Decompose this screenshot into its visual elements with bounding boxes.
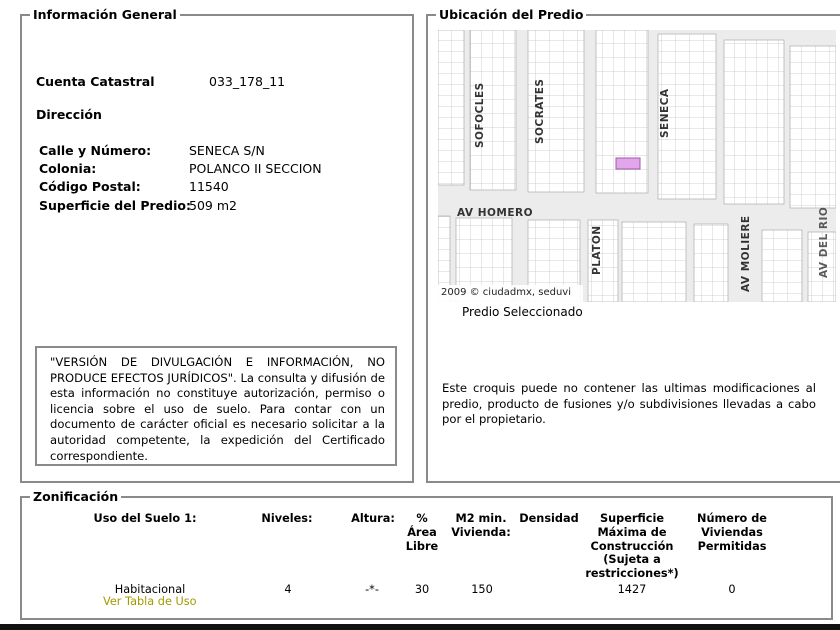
ver-tabla-de-uso-link[interactable]: Ver Tabla de Uso (103, 595, 197, 608)
superficie-value: 509 m2 (189, 198, 237, 213)
cuenta-catastral-label: Cuenta Catastral (36, 74, 155, 89)
map-note: Este croquis puede no contener las ultimas modificaciones al predio, producto de fusiones y/o subdivisiones llevadas a cabo por el propietario. (442, 381, 816, 427)
predio-seleccionado-label: Predio Seleccionado (462, 305, 583, 319)
cell-numero-viviendas: 0 (728, 583, 736, 596)
map-copyright: 2009 © ciudadmx, seduvi (441, 287, 572, 298)
colonia-value: POLANCO II SECCION (189, 161, 322, 176)
header-area-libre: % Área Libre (405, 512, 439, 553)
cell-altura: -*- (365, 583, 379, 596)
cuenta-catastral-value: 033_178_11 (209, 74, 286, 89)
disclaimer-box: "VERSIÓN DE DIVULGACIÓN E INFORMACIÓN, NO PRODUCE EFECTOS JURÍDICOS". La consulta y difusión de esta información no constituye autorización, permiso o licencia sobre el uso de suelo. Para contar con un documento de carácter oficial es necesario solicitar a la autoridad competente, la expedición del Certificado correspondiente. (35, 346, 397, 466)
colonia-label: Colonia: (39, 161, 97, 176)
street-sofocles: SOFOCLES (474, 82, 486, 148)
header-altura: Altura: (351, 512, 395, 525)
header-niveles: Niveles: (261, 512, 313, 525)
calle-value: SENECA S/N (189, 143, 265, 158)
location-map[interactable] (438, 30, 836, 302)
street-seneca: SENECA (659, 88, 671, 138)
cell-uso-suelo: Habitacional (114, 583, 186, 596)
informacion-general-title: Información General (30, 6, 180, 24)
header-densidad: Densidad (519, 512, 579, 525)
street-partial: AV DEL RIO (818, 206, 830, 278)
street-av-homero: AV HOMERO (457, 207, 534, 219)
header-superficie-maxima: Superficie Máxima de Construcción (Sujeta a restricciones*) (585, 512, 679, 581)
cell-m2-vivienda: 150 (471, 583, 493, 596)
street-socrates: SOCRATES (534, 78, 546, 144)
cell-area-libre: 30 (414, 583, 430, 596)
selected-lot[interactable] (616, 158, 640, 169)
street-platon: PLATON (591, 225, 603, 275)
codigo-postal-label: Código Postal: (39, 179, 141, 194)
codigo-postal-value: 11540 (189, 179, 229, 194)
zonificacion-title: Zonificación (30, 488, 121, 506)
bottom-bar (0, 624, 840, 630)
cell-superficie-maxima: 1427 (617, 583, 647, 596)
header-numero-viviendas: Número de Viviendas Permitidas (697, 512, 767, 553)
street-av-moliere: AV MOLIERE (740, 215, 752, 292)
direccion-label: Dirección (36, 107, 102, 122)
map-graphic (438, 30, 836, 302)
cell-niveles: 4 (284, 583, 292, 596)
ubicacion-title: Ubicación del Predio (436, 6, 586, 24)
header-uso-suelo: Uso del Suelo 1: (93, 512, 197, 525)
superficie-label: Superficie del Predio: (39, 198, 191, 213)
header-m2-vivienda: M2 min. Vivienda: (451, 512, 511, 539)
calle-label: Calle y Número: (39, 143, 152, 158)
